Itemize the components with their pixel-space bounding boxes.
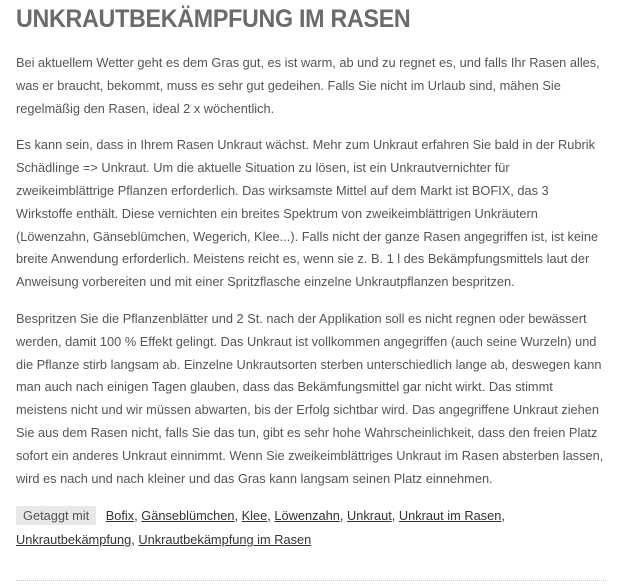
tag-separator: , — [134, 508, 138, 524]
tag-link-unkrautbekaempfung[interactable]: Unkrautbekämpfung — [16, 532, 132, 548]
tag-separator: , — [267, 508, 271, 524]
paragraph-2: Es kann sein, dass in Ihrem Rasen Unkraut wächst. Mehr zum Unkraut erfahren Sie bald in der Rubrik Schädlinge => Unkraut. Um die aktuelle Situation zu lösen, ist ein Unkrautvernichter für zweikeimblättrige Pflanzen erforderlich. Das wirksamste Mittel auf dem Markt ist BOFIX, das 3 Wirkstoffe enthält. Diese vernichten ein breites Spektrum von zweikeimblättrigen Unkräutern (Löwenzahn, Gänseblümchen, Wegerich, Klee...). Falls nicht der ganze Rasen angegriffen ist, ist keine breite Anwendung erforderlich. Meistens reicht es, wenn sie z. B. 1 l des Bekämpfungsmittels laut der Anweisung vorbereiten und mit einer Spritzflasche einzelne Unkrautpflanzen bespritzen. — [16, 137, 599, 290]
paragraph-3: Bespritzen Sie die Pflanzenblätter und 2 St. nach der Applikation soll es nicht regnen oder bewässert werden, damit 100 % Effekt gelingt. Das Unkraut ist vollkommen angegriffen (auch seine Wurzeln) und die Pflanze stirb langsam ab. Einzelne Unkrautsorten sterben unterschiedlich lange ab, deswegen kann man auch nach einigen Tagen glauben, dass das Bekämfungsmittel gar nicht wirkt. Das stimmt meistens nicht und wir müssen abwarten, bis der Erfolg sichtbar wird. Das angegriffene Unkraut ziehen Sie aus dem Rasen nicht, falls Sie das tun, gibt es sehr hohe Wahrscheinlichkeit, dass den freien Platz sofort ein anderes Unkraut einnimmt. Wenn Sie zweikeimblättriges Unkraut im Rasen absterben lassen, wird es nach und nach kleiner und das Gras kann langsam seinen Platz einnehmen. — [16, 310, 604, 486]
tag-separator: , — [131, 532, 135, 548]
tag-link-bofix[interactable]: Bofix — [105, 508, 135, 524]
tag-separator: , — [234, 508, 239, 524]
tag-link-unkraut-im-rasen[interactable]: Unkraut im Rasen — [398, 508, 502, 524]
tag-link-klee[interactable]: Klee — [241, 508, 268, 524]
article-content — [16, 52, 606, 490]
bottom-divider — [16, 580, 606, 581]
tag-link-unkraut[interactable]: Unkraut — [346, 508, 392, 524]
paragraph-1: Bei aktuellem Wetter geht es dem Gras gut, es ist warm, ab und zu regnet es, und falls Ihr Rasen alles, was er braucht, bekommt, muss es sehr gut gedeihen. Falls Sie nicht im Urlaub sind, mähen Sie regelmäßig den Rasen, ideal 2 x wöchentlich. — [16, 55, 600, 116]
article-title: UNKRAUTBEKÄMPFUNG IM RASEN — [16, 5, 411, 33]
article — [16, 0, 606, 552]
tag-link-loewenzahn[interactable]: Löwenzahn — [274, 508, 340, 524]
tagged-with-label: Getaggt mit — [16, 506, 96, 525]
tag-link-unkrautbekaempfung-im-rasen[interactable]: Unkrautbekämpfung im Rasen — [138, 532, 312, 548]
tag-separator: , — [501, 508, 505, 524]
tag-link-gaensebluemchen[interactable]: Gänseblümchen — [141, 508, 235, 524]
tag-list — [16, 504, 606, 552]
tag-separator: , — [391, 508, 396, 524]
tag-separator: , — [339, 508, 344, 524]
